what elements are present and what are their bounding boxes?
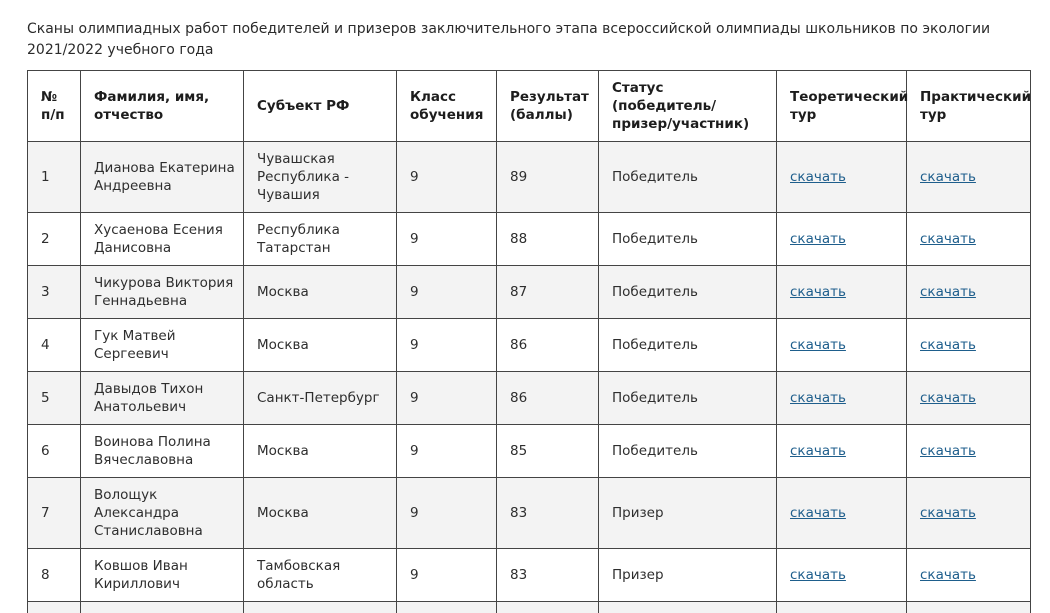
cell-theory — [777, 266, 907, 319]
table-header-row — [28, 71, 1031, 142]
cell-grade: 9 — [397, 142, 497, 213]
cell-score: 89 — [497, 142, 599, 213]
cell-status: Победитель — [599, 266, 777, 319]
theory-download-link[interactable]: скачать — [790, 443, 846, 459]
cell-grade: 9 — [397, 372, 497, 425]
cell-name: Волощук Александра Станиславовна — [81, 478, 244, 549]
header-num: № п/п — [28, 71, 81, 142]
header-region: Субъект РФ — [244, 71, 397, 142]
cell-score: 86 — [497, 372, 599, 425]
cell-score: 87 — [497, 266, 599, 319]
cell-region: Республика Татарстан — [244, 213, 397, 266]
header-theory: Теоретический тур — [777, 71, 907, 142]
cell-grade: 9 — [397, 549, 497, 602]
table-row — [28, 142, 1031, 213]
cell-num: 7 — [28, 478, 81, 549]
cell-grade: 9 — [397, 425, 497, 478]
cell-num: 2 — [28, 213, 81, 266]
cell-region: Санкт-Петербург — [244, 372, 397, 425]
cell-theory — [777, 478, 907, 549]
cell-practice — [907, 549, 1031, 602]
table-row — [28, 425, 1031, 478]
cell-name: Гук Матвей Сергеевич — [81, 319, 244, 372]
cell-practice — [907, 213, 1031, 266]
header-grade: Класс обучения — [397, 71, 497, 142]
cell-empty — [497, 602, 599, 613]
cell-status: Призер — [599, 549, 777, 602]
cell-empty — [81, 602, 244, 613]
header-score: Результат (баллы) — [497, 71, 599, 142]
practice-download-link[interactable]: скачать — [920, 284, 976, 300]
cell-grade: 9 — [397, 213, 497, 266]
cell-practice — [907, 266, 1031, 319]
cell-practice — [907, 319, 1031, 372]
header-practice: Практический тур — [907, 71, 1031, 142]
cell-region: Москва — [244, 478, 397, 549]
cell-num: 5 — [28, 372, 81, 425]
cell-practice — [907, 142, 1031, 213]
practice-download-link[interactable]: скачать — [920, 443, 976, 459]
cell-theory — [777, 213, 907, 266]
table-row — [28, 319, 1031, 372]
results-table — [27, 70, 1031, 613]
cell-practice — [907, 478, 1031, 549]
practice-download-link[interactable]: скачать — [920, 231, 976, 247]
cell-theory — [777, 319, 907, 372]
theory-download-link[interactable]: скачать — [790, 337, 846, 353]
cell-num: 3 — [28, 266, 81, 319]
cell-empty — [397, 602, 497, 613]
practice-download-link[interactable]: скачать — [920, 390, 976, 406]
cell-grade: 9 — [397, 266, 497, 319]
cell-name: Давыдов Тихон Анатольевич — [81, 372, 244, 425]
table-row — [28, 372, 1031, 425]
cell-theory — [777, 425, 907, 478]
cell-status: Победитель — [599, 425, 777, 478]
cell-score: 83 — [497, 478, 599, 549]
cell-status: Призер — [599, 478, 777, 549]
table-row — [28, 213, 1031, 266]
cell-empty — [28, 602, 81, 613]
cell-practice — [907, 425, 1031, 478]
table-row — [28, 266, 1031, 319]
cell-name: Дианова Екатерина Андреевна — [81, 142, 244, 213]
cell-practice — [907, 372, 1031, 425]
table-row — [28, 549, 1031, 602]
cell-theory — [777, 142, 907, 213]
practice-download-link[interactable]: скачать — [920, 567, 976, 583]
theory-download-link[interactable]: скачать — [790, 231, 846, 247]
cell-region: Чувашская Республика - Чувашия — [244, 142, 397, 213]
practice-download-link[interactable]: скачать — [920, 169, 976, 185]
cell-name: Хусаенова Есения Данисовна — [81, 213, 244, 266]
cell-score: 86 — [497, 319, 599, 372]
cell-empty — [244, 602, 397, 613]
cell-num: 1 — [28, 142, 81, 213]
cell-status: Победитель — [599, 213, 777, 266]
table-row-partial — [28, 602, 1031, 613]
table-row — [28, 478, 1031, 549]
cell-num: 8 — [28, 549, 81, 602]
cell-empty — [907, 602, 1031, 613]
cell-theory — [777, 549, 907, 602]
cell-grade: 9 — [397, 478, 497, 549]
cell-num: 4 — [28, 319, 81, 372]
cell-status: Победитель — [599, 142, 777, 213]
cell-score: 83 — [497, 549, 599, 602]
cell-score: 85 — [497, 425, 599, 478]
practice-download-link[interactable]: скачать — [920, 505, 976, 521]
theory-download-link[interactable]: скачать — [790, 169, 846, 185]
cell-num: 6 — [28, 425, 81, 478]
cell-status: Победитель — [599, 319, 777, 372]
theory-download-link[interactable]: скачать — [790, 284, 846, 300]
cell-empty — [599, 602, 777, 613]
cell-grade: 9 — [397, 319, 497, 372]
cell-status: Победитель — [599, 372, 777, 425]
cell-theory — [777, 372, 907, 425]
theory-download-link[interactable]: скачать — [790, 390, 846, 406]
theory-download-link[interactable]: скачать — [790, 567, 846, 583]
header-status: Статус (победитель/призер/участник) — [599, 71, 777, 142]
header-name: Фамилия, имя, отчество — [81, 71, 244, 142]
cell-region: Москва — [244, 319, 397, 372]
page-caption: Сканы олимпиадных работ победителей и призеров заключительного этапа всероссийской олимпиады школьников по экологии 2021/2022 учебного года — [27, 21, 991, 58]
cell-empty — [777, 602, 907, 613]
cell-region: Москва — [244, 266, 397, 319]
cell-name: Чикурова Виктория Геннадьевна — [81, 266, 244, 319]
cell-name: Ковшов Иван Кириллович — [81, 549, 244, 602]
cell-region: Тамбовская область — [244, 549, 397, 602]
theory-download-link[interactable]: скачать — [790, 505, 846, 521]
cell-region: Москва — [244, 425, 397, 478]
cell-name: Воинова Полина Вячеславовна — [81, 425, 244, 478]
practice-download-link[interactable]: скачать — [920, 337, 976, 353]
cell-score: 88 — [497, 213, 599, 266]
